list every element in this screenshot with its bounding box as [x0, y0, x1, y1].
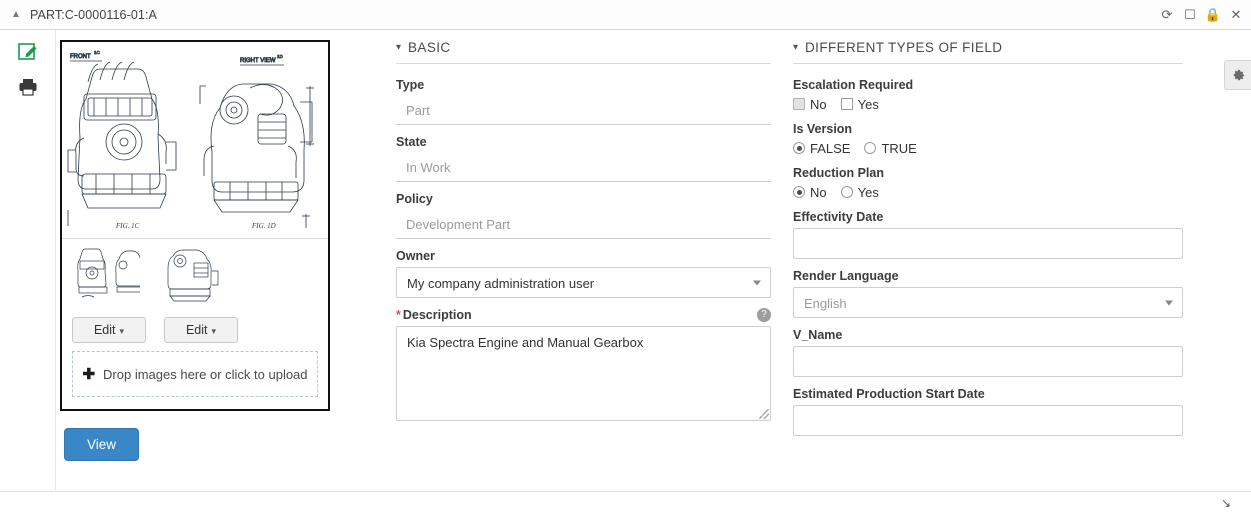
estimated-production-start-date-input[interactable] — [793, 405, 1183, 436]
field-is-version — [793, 122, 1183, 158]
left-icon-rail — [0, 30, 56, 514]
resize-handle-icon[interactable]: ↘ — [1220, 496, 1231, 510]
drawing-caption-fig-1c: FIG. 1C — [116, 222, 140, 230]
effectivity-date-label: Effectivity Date — [793, 210, 884, 224]
radio-icon[interactable] — [841, 186, 853, 198]
edit-button-1[interactable] — [72, 317, 146, 343]
chevron-down-icon: ▾ — [211, 326, 217, 336]
field-estimated-production-start-date — [793, 387, 1183, 436]
required-indicator: * — [396, 308, 401, 322]
page-title: PART:C-0000116-01:A — [30, 7, 157, 22]
thumbnail-1[interactable] — [72, 247, 140, 309]
description-textarea[interactable] — [396, 326, 771, 421]
description-label-text: Description — [402, 308, 472, 322]
field-effectivity-date — [793, 210, 1183, 259]
field-description-label — [396, 308, 771, 322]
chevron-down-icon — [753, 280, 761, 285]
different-types-section-header[interactable] — [793, 40, 1183, 64]
help-icon[interactable]: ? — [757, 308, 771, 322]
chevron-down-icon: ▾ — [396, 41, 402, 53]
field-policy-label: Policy — [396, 192, 433, 206]
field-v-name — [793, 328, 1183, 377]
escalation-option-no[interactable] — [793, 97, 827, 112]
field-type-label: Type — [396, 78, 425, 92]
reduction-plan-option-no-label: No — [810, 184, 827, 200]
reduction-plan-label: Reduction Plan — [793, 166, 884, 180]
chevron-down-icon: ▾ — [119, 326, 125, 336]
plus-icon: ✚ — [82, 365, 96, 383]
escalation-option-yes[interactable] — [841, 97, 879, 112]
close-icon[interactable]: ✕ — [1230, 7, 1242, 22]
field-owner — [396, 249, 771, 298]
part-drawing — [62, 42, 328, 239]
image-column — [56, 40, 396, 514]
render-language-value: English — [804, 296, 847, 311]
escalation-option-yes-label: Yes — [857, 96, 879, 112]
radio-icon[interactable] — [793, 186, 805, 198]
edit-button-2[interactable] — [164, 317, 238, 343]
window-actions — [1160, 8, 1243, 22]
chevron-down-icon: ▾ — [793, 41, 799, 53]
owner-select[interactable] — [396, 267, 771, 298]
svg-text:1D: 1D — [277, 54, 283, 59]
chevron-down-icon — [1165, 300, 1173, 305]
is-version-options — [793, 138, 1183, 158]
different-types-section-title: DIFFERENT TYPES OF FIELD — [805, 40, 1003, 55]
escalation-option-no-label: No — [810, 96, 827, 112]
printer-icon[interactable] — [17, 76, 39, 98]
collapse-panel-icon[interactable]: ▲ — [11, 9, 21, 20]
reduction-plan-option-no[interactable] — [793, 185, 827, 200]
drawing-label-right-view: RIGHT VIEW — [240, 58, 276, 64]
policy-input[interactable]: Development Part — [396, 210, 771, 239]
window-titlebar — [0, 0, 1251, 30]
edit-button-2-label: Edit — [185, 323, 208, 337]
escalation-required-label: Escalation Required — [793, 78, 914, 92]
gear-icon — [1231, 68, 1246, 83]
resize-handle-icon[interactable] — [759, 409, 769, 419]
effectivity-date-input[interactable] — [793, 228, 1183, 259]
edit-button-1-label: Edit — [93, 323, 116, 337]
settings-gear-tab[interactable] — [1224, 60, 1251, 90]
render-language-label: Render Language — [793, 269, 899, 283]
field-escalation-required — [793, 78, 1183, 114]
state-input[interactable]: In Work — [396, 153, 771, 182]
dropzone-label: Drop images here or click to upload — [103, 366, 308, 382]
image-upload-dropzone[interactable] — [72, 351, 318, 397]
field-type — [396, 78, 771, 125]
radio-icon[interactable] — [864, 142, 876, 154]
checkbox-icon[interactable] — [841, 98, 853, 110]
reduction-plan-option-yes[interactable] — [841, 185, 879, 200]
estimated-production-start-date-label: Estimated Production Start Date — [793, 387, 985, 401]
escalation-required-options — [793, 94, 1183, 114]
drawing-caption-fig-1d: FIG. 1D — [252, 222, 276, 230]
reduction-plan-options — [793, 182, 1183, 202]
view-button[interactable]: View — [64, 428, 139, 461]
render-language-select[interactable] — [793, 287, 1183, 318]
basic-section-title: BASIC — [408, 40, 451, 55]
bottom-bar — [0, 491, 1251, 514]
svg-text:1C: 1C — [94, 50, 100, 55]
owner-select-value: My company administration user — [407, 276, 595, 291]
refresh-icon[interactable]: ⟳ — [1161, 7, 1173, 22]
form-content — [56, 30, 1251, 514]
reduction-plan-option-yes-label: Yes — [857, 184, 879, 200]
description-value: Kia Spectra Engine and Manual Gearbox — [407, 335, 644, 350]
is-version-option-false-label: FALSE — [810, 140, 851, 156]
image-card — [60, 40, 330, 411]
is-version-label: Is Version — [793, 122, 853, 136]
field-policy — [396, 192, 771, 239]
field-state — [396, 135, 771, 182]
type-input[interactable]: Part — [396, 96, 771, 125]
basic-section — [396, 40, 781, 514]
thumbnail-2[interactable] — [158, 247, 226, 309]
field-reduction-plan — [793, 166, 1183, 202]
field-description — [396, 308, 771, 421]
is-version-option-false[interactable] — [793, 141, 850, 156]
edit-pencil-icon[interactable] — [17, 40, 39, 62]
different-types-section — [793, 40, 1193, 514]
v-name-label: V_Name — [793, 328, 843, 342]
basic-section-header[interactable] — [396, 40, 771, 64]
is-version-option-true-label: TRUE — [881, 140, 917, 156]
window-body — [0, 30, 1251, 514]
thumbnail-strip — [62, 239, 328, 313]
radio-icon[interactable] — [793, 142, 805, 154]
drawing-label-front: FRONT — [70, 54, 91, 60]
field-render-language — [793, 269, 1183, 318]
field-state-label: State — [396, 135, 427, 149]
lock-icon[interactable]: 🔒 — [1204, 7, 1222, 22]
checkbox-icon[interactable] — [793, 98, 805, 110]
is-version-option-true[interactable] — [864, 141, 916, 156]
field-owner-label: Owner — [396, 249, 435, 263]
restore-icon[interactable]: ☐ — [1184, 7, 1196, 22]
v-name-input[interactable] — [793, 346, 1183, 377]
edit-buttons-row — [62, 313, 328, 351]
